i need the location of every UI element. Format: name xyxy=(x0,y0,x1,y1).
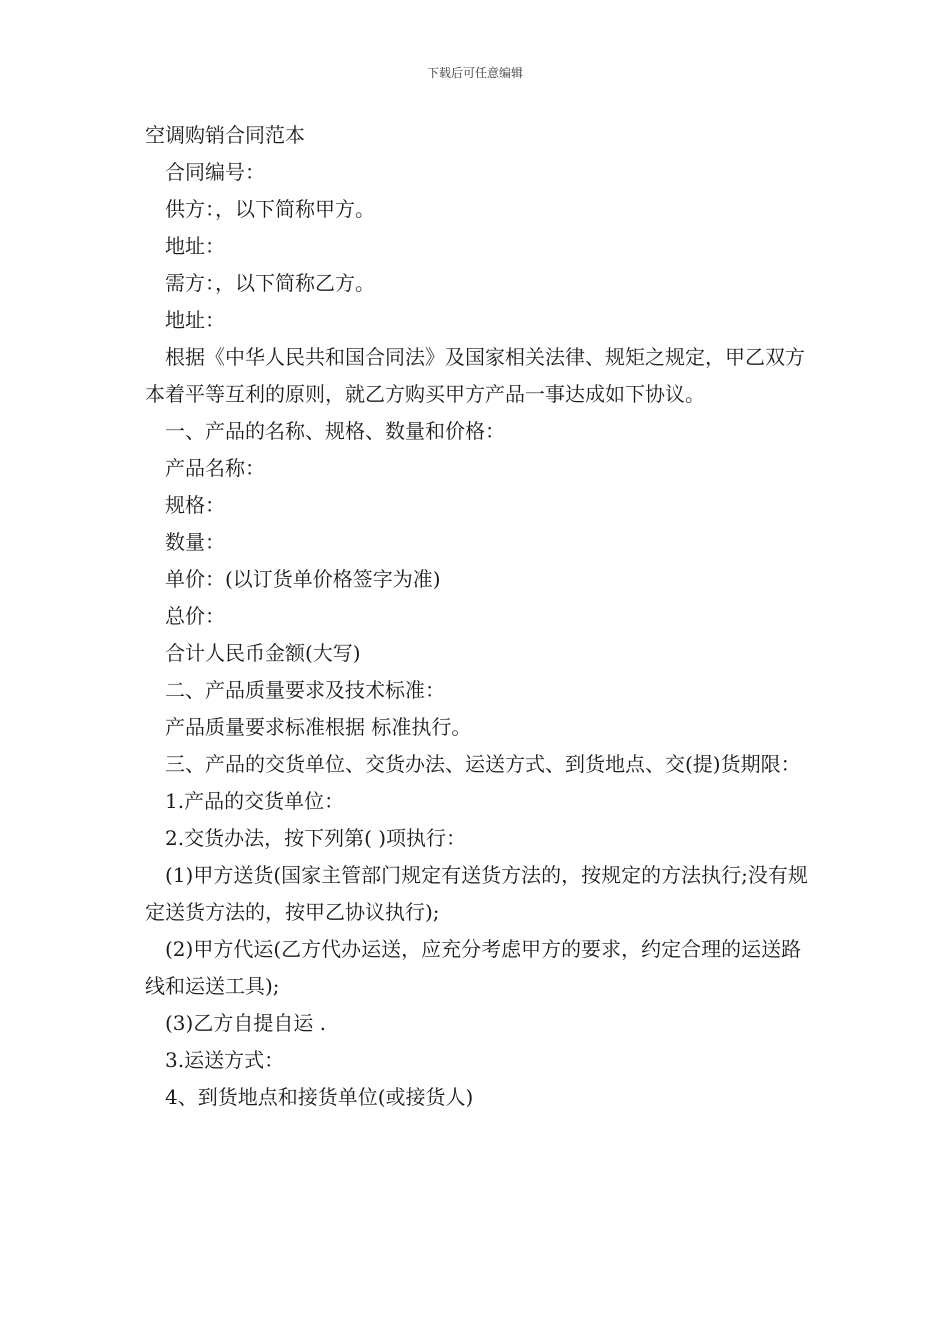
paragraph-supplier: 供方：，以下简称甲方。 xyxy=(165,197,375,221)
paragraph-preamble: 根据《中华人民共和国合同法》及国家相关法律、规矩之规定，甲乙双方本着平等互利的原则，就乙方购买甲方产品一事达成如下协议。 xyxy=(145,345,805,406)
section-heading-products: 一、产品的名称、规格、数量和价格： xyxy=(165,419,505,443)
paragraph-contract-number: 合同编号： xyxy=(165,160,265,184)
paragraph-transport-mode: 3.运送方式： xyxy=(165,1048,285,1072)
paragraph-delivery-method: 2.交货办法，按下列第( )项执行： xyxy=(165,826,467,850)
paragraph-option-3: (3)乙方自提自运 . xyxy=(165,1011,327,1035)
paragraph-total-price: 总价： xyxy=(165,604,225,628)
paragraph-destination: 4、到货地点和接货单位(或接货人) xyxy=(165,1085,474,1109)
document-body xyxy=(145,117,810,1116)
paragraph-quantity: 数量： xyxy=(165,530,225,554)
paragraph-option-2: (2)甲方代运(乙方代办运送，应充分考虑甲方的要求，约定合理的运送路线和运送工具); xyxy=(145,937,802,998)
paragraph-delivery-unit: 1.产品的交货单位： xyxy=(165,789,345,813)
paragraph-buyer-address: 地址： xyxy=(165,308,225,332)
section-heading-delivery: 三、产品的交货单位、交货办法、运送方式、到货地点、交(提)货期限： xyxy=(165,752,801,776)
paragraph-quality-standard: 产品质量要求标准根据 标准执行。 xyxy=(165,715,472,739)
page-header-note: 下载后可任意编辑 xyxy=(426,66,523,80)
paragraph-product-name: 产品名称： xyxy=(165,456,265,480)
paragraph-option-1: (1)甲方送货(国家主管部门规定有送货方法的，按规定的方法执行;没有规定送货方法的，按甲乙协议执行); xyxy=(145,863,808,924)
paragraph-supplier-address: 地址： xyxy=(165,234,225,258)
section-heading-quality: 二、产品质量要求及技术标准： xyxy=(165,678,445,702)
paragraph-total-rmb: 合计人民币金额(大写) xyxy=(165,641,361,665)
paragraph-unit-price: 单价：(以订货单价格签字为准) xyxy=(165,567,441,591)
document-title: 空调购销合同范本 xyxy=(145,123,305,147)
paragraph-buyer: 需方：，以下简称乙方。 xyxy=(165,271,375,295)
paragraph-specification: 规格： xyxy=(165,493,225,517)
